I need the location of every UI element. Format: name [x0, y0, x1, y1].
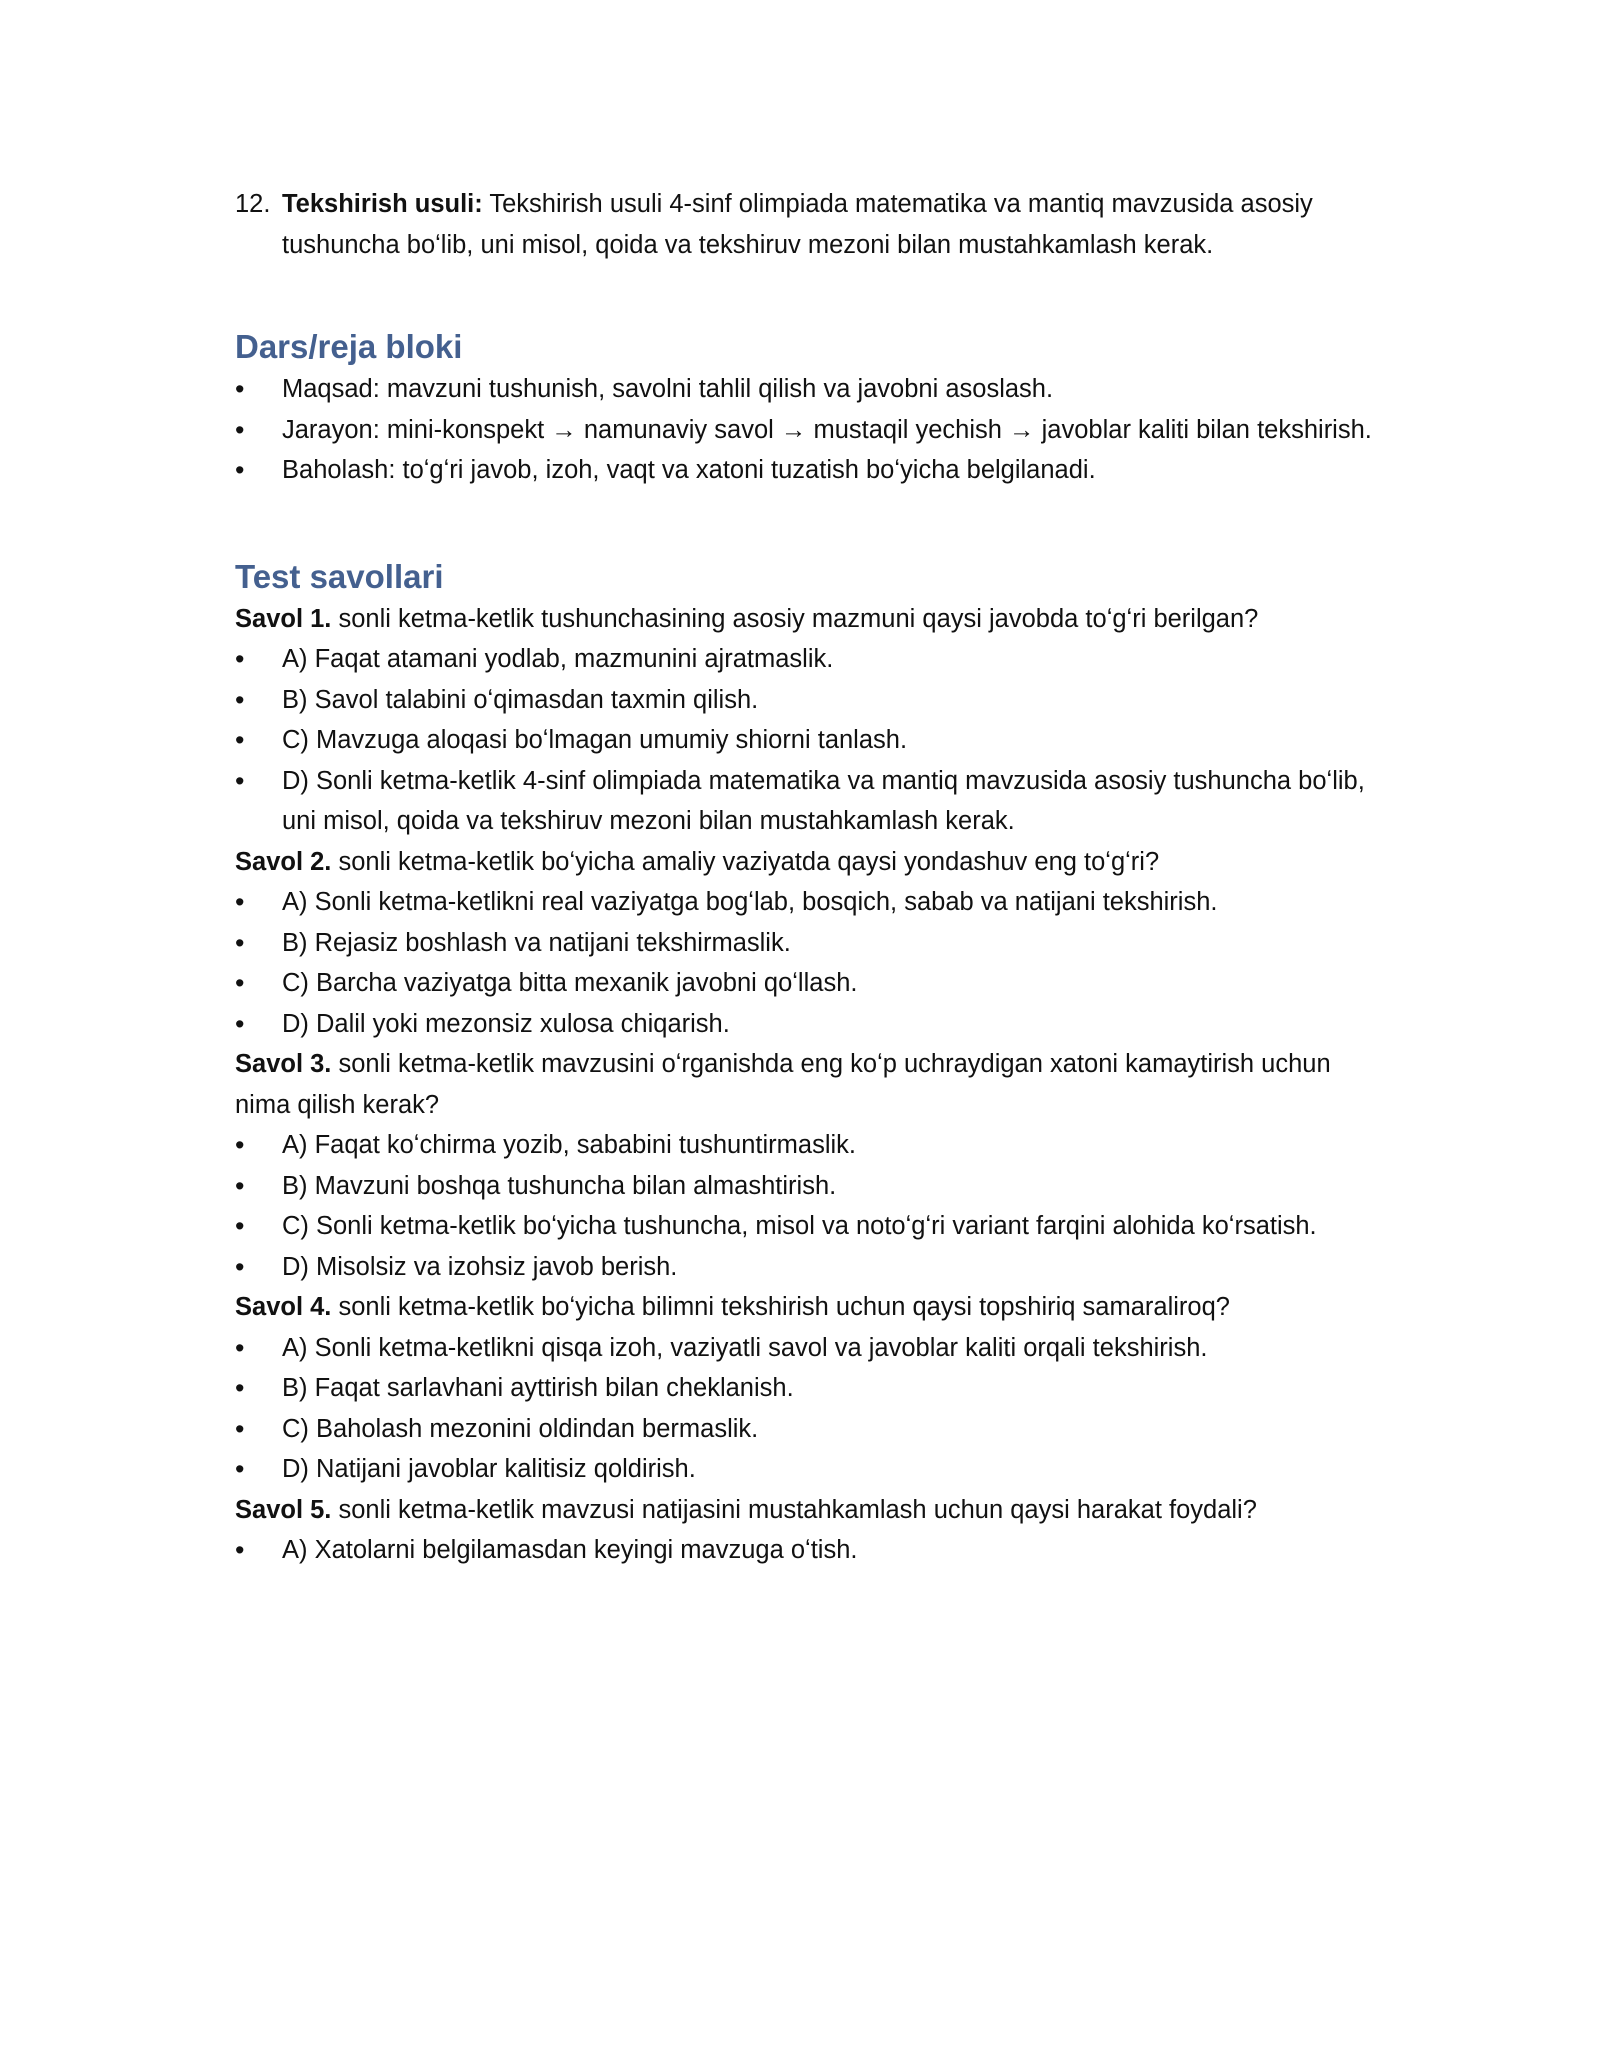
list-item-12	[235, 184, 1385, 265]
option-item: • B) Faqat sarlavhani ayttirish bilan cheklanish.	[235, 1368, 1385, 1409]
question-5	[235, 1490, 1385, 1531]
option-item: • A) Faqat atamani yodlab, mazmunini ajratmaslik.	[235, 639, 1385, 680]
question-1	[235, 599, 1385, 640]
question-label: Savol 3.	[235, 1050, 332, 1078]
dars-bullet-list	[235, 369, 1385, 491]
question-4	[235, 1287, 1385, 1328]
bullet-item: • Jarayon: mini-konspekt → namunaviy savol → mustaqil yechish → javoblar kaliti bilan tekshirish.	[235, 410, 1385, 451]
option-item: • A) Sonli ketma-ketlikni qisqa izoh, vaziyatli savol va javoblar kaliti orqali tekshirish.	[235, 1328, 1385, 1369]
option-item: • B) Rejasiz boshlash va natijani tekshirmaslik.	[235, 923, 1385, 964]
question-4-options	[235, 1328, 1385, 1490]
question-3	[235, 1044, 1385, 1125]
option-item: • B) Mavzuni boshqa tushuncha bilan almashtirish.	[235, 1166, 1385, 1207]
item-label: Tekshirish usuli:	[282, 190, 483, 218]
section-heading-dars: Dars/reja bloki	[235, 328, 463, 365]
question-label: Savol 5.	[235, 1495, 332, 1524]
question-5-options	[235, 1530, 1385, 1571]
option-item: • D) Sonli ketma-ketlik 4-sinf olimpiada matematika va mantiq mavzusida asosiy tushuncha boʻlib, uni misol, qoida va tekshiruv mezoni bilan mustahkamlash kerak.	[235, 761, 1385, 842]
question-label: Savol 2.	[235, 847, 332, 876]
question-text: sonli ketma-ketlik boʻyicha bilimni tekshirish uchun qaysi topshiriq samaraliroq?	[331, 1293, 1230, 1321]
question-text: sonli ketma-ketlik tushunchasining asosiy mazmuni qaysi javobda toʻgʻri berilgan?	[331, 604, 1259, 633]
option-item: • B) Savol talabini oʻqimasdan taxmin qilish.	[235, 680, 1385, 721]
option-item: • A) Sonli ketma-ketlikni real vaziyatga bogʻlab, bosqich, sabab va natijani tekshirish.	[235, 882, 1385, 923]
option-item: • D) Misolsiz va izohsiz javob berish.	[235, 1247, 1385, 1288]
option-item: • C) Baholash mezonini oldindan bermaslik.	[235, 1409, 1385, 1450]
option-item: • C) Barcha vaziyatga bitta mexanik javobni qoʻllash.	[235, 963, 1385, 1004]
question-2	[235, 842, 1385, 883]
page-content	[235, 184, 1385, 1571]
question-text: sonli ketma-ketlik boʻyicha amaliy vaziyatda qaysi yondashuv eng toʻgʻri?	[331, 847, 1160, 876]
question-label: Savol 4.	[235, 1293, 332, 1321]
question-1-options	[235, 639, 1385, 842]
section-heading-test: Test savollari	[235, 557, 444, 595]
question-text: sonli ketma-ketlik mavzusi natijasini mustahkamlash uchun qaysi harakat foydali?	[331, 1495, 1257, 1524]
item-number: 12.	[235, 190, 271, 218]
question-3-options	[235, 1125, 1385, 1287]
option-item: • C) Sonli ketma-ketlik boʻyicha tushuncha, misol va notoʻgʻri variant farqini alohida koʻrsatish.	[235, 1206, 1385, 1247]
bullet-item: • Maqsad: mavzuni tushunish, savolni tahlil qilish va javobni asoslash.	[235, 369, 1385, 410]
option-item: • A) Faqat koʻchirma yozib, sababini tushuntirmaslik.	[235, 1125, 1385, 1166]
option-item: • A) Xatolarni belgilamasdan keyingi mavzuga oʻtish.	[235, 1530, 1385, 1571]
option-item: • D) Dalil yoki mezonsiz xulosa chiqarish.	[235, 1004, 1385, 1045]
question-2-options	[235, 882, 1385, 1044]
option-item: • D) Natijani javoblar kalitisiz qoldirish.	[235, 1449, 1385, 1490]
question-label: Savol 1.	[235, 604, 332, 633]
bullet-item: • Baholash: toʻgʻri javob, izoh, vaqt va xatoni tuzatish boʻyicha belgilanadi.	[235, 450, 1385, 491]
item-text: Tekshirish usuli 4-sinf olimpiada matematika va mantiq mavzusida asosiy tushuncha boʻlib, uni misol, qoida va tekshiruv mezoni bilan mustahkamlash kerak.	[282, 190, 1313, 259]
option-item: • C) Mavzuga aloqasi boʻlmagan umumiy shiorni tanlash.	[235, 720, 1385, 761]
question-text: sonli ketma-ketlik mavzusini oʻrganishda eng koʻp uchraydigan xatoni kamaytirish uchun nima qilish kerak?	[235, 1050, 1331, 1119]
